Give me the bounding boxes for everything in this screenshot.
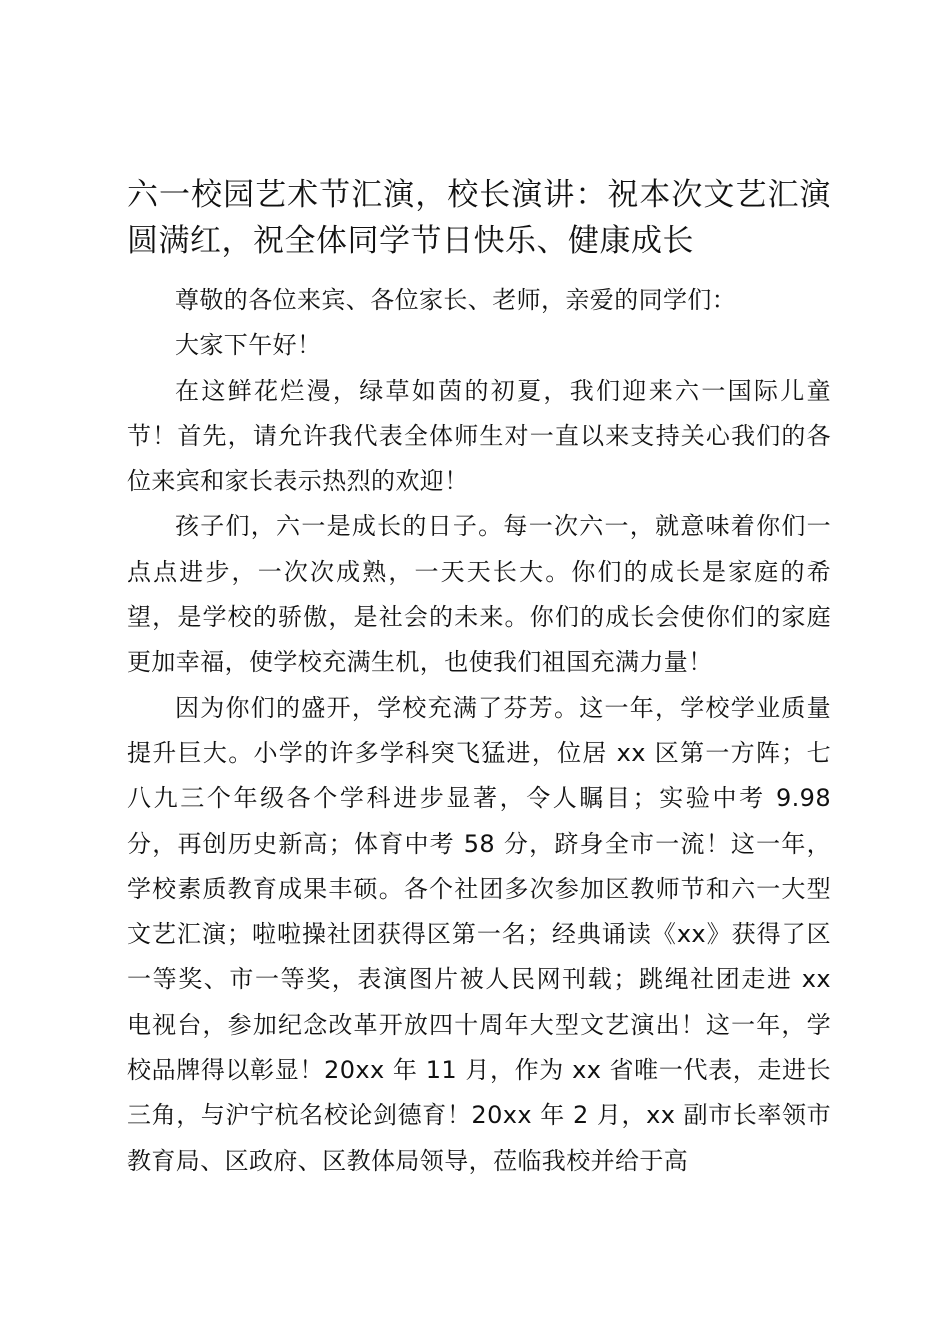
greeting-paragraph: 大家下午好！ [175, 331, 322, 360]
document-page [127, 172, 831, 1184]
document-title: 六一校园艺术节汇演，校长演讲：祝本次文艺汇演圆满红，祝全体同学节日快乐、健康成长 [127, 177, 831, 259]
body-paragraph: 孩子们，六一是成长的日子。每一次六一，就意味着你们一点点进步，一次次成熟，一天天长大。你们的成长是家庭的希望，是学校的骄傲，是社会的未来。你们的成长会使你们的家庭更加幸福，使学校充满生机，也使我们祖国充满力量！ [127, 512, 831, 677]
body-paragraph: 因为你们的盛开，学校充满了芬芳。这一年，学校学业质量提升巨大。小学的许多学科突飞猛进，位居 xx 区第一方阵；七八九三个年级各个学科进步显著，令人瞩目；实验中考 9.98 分，再创历史新高；体育中考 58 分，跻身全市一流！这一年，学校素质教育成果丰硕。各个社团多次参加区教师节和六一大型文艺汇演；啦啦操社团获得区第一名；经典诵读《xx》获得了区一等奖、市一等奖，表演图片被人民网刊载；跳绳社团走进 xx 电视台，参加纪念改革开放四十周年大型文艺演出！这一年，学校品牌得以彰显！20xx 年 11 月，作为 xx 省唯一代表，走进长三角，与沪宁杭名校论剑德育！20xx 年 2 月，xx 副市长率领市教育局、区政府、区教体局领导，莅临我校并给于高 [127, 693, 831, 1175]
body-paragraph: 在这鲜花烂漫，绿草如茵的初夏，我们迎来六一国际儿童节！首先，请允许我代表全体师生对一直以来支持关心我们的各位来宾和家长表示热烈的欢迎！ [127, 376, 831, 496]
salutation-paragraph: 尊敬的各位来宾、各位家长、老师，亲爱的同学们： [175, 286, 737, 314]
